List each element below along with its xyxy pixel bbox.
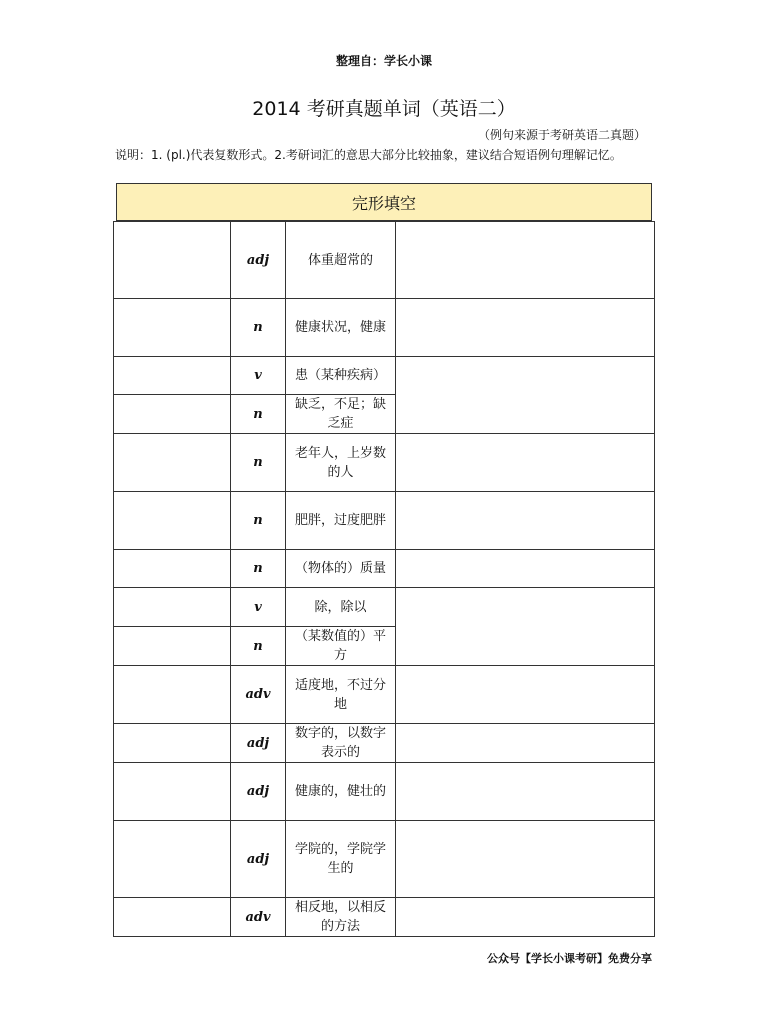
source-note: （例句来源于考研英语二真题） bbox=[477, 128, 646, 142]
example-cell bbox=[396, 821, 655, 898]
meaning-cell: 相反地，以相反的方法 bbox=[286, 898, 396, 937]
table-row bbox=[114, 588, 655, 627]
explanation-note: 说明：1. (pl.)代表复数形式。2.考研词汇的意思大部分比较抽象，建议结合短语例句理解记忆。 bbox=[115, 148, 622, 162]
meaning-cell: 肥胖，过度肥胖 bbox=[286, 492, 396, 550]
word-cell bbox=[114, 357, 231, 395]
table-row bbox=[114, 724, 655, 763]
word-cell bbox=[114, 666, 231, 724]
example-cell bbox=[396, 357, 655, 434]
pos-cell: n bbox=[231, 627, 286, 666]
word-cell bbox=[114, 627, 231, 666]
word-cell bbox=[114, 724, 231, 763]
example-cell bbox=[396, 588, 655, 666]
meaning-cell: 数字的，以数字表示的 bbox=[286, 724, 396, 763]
example-cell bbox=[396, 299, 655, 357]
meaning-cell: 健康状况，健康 bbox=[286, 299, 396, 357]
word-cell bbox=[114, 434, 231, 492]
word-cell bbox=[114, 299, 231, 357]
meaning-cell: （某数值的）平方 bbox=[286, 627, 396, 666]
word-cell bbox=[114, 222, 231, 299]
vocab-table bbox=[113, 221, 655, 937]
pos-cell: adv bbox=[231, 666, 286, 724]
table-row bbox=[114, 666, 655, 724]
word-cell bbox=[114, 588, 231, 627]
meaning-cell: 除，除以 bbox=[286, 588, 396, 627]
pos-cell: adj bbox=[231, 724, 286, 763]
table-row bbox=[114, 492, 655, 550]
meaning-cell: 患（某种疾病） bbox=[286, 357, 396, 395]
pos-cell: v bbox=[231, 357, 286, 395]
pos-cell: adj bbox=[231, 821, 286, 898]
meaning-cell: 适度地，不过分地 bbox=[286, 666, 396, 724]
example-cell bbox=[396, 898, 655, 937]
section-header: 完形填空 bbox=[116, 183, 652, 221]
meaning-cell: （物体的）质量 bbox=[286, 550, 396, 588]
pos-cell: adj bbox=[231, 222, 286, 299]
example-cell bbox=[396, 763, 655, 821]
pos-cell: n bbox=[231, 395, 286, 434]
word-cell bbox=[114, 763, 231, 821]
pos-cell: n bbox=[231, 434, 286, 492]
word-cell bbox=[114, 395, 231, 434]
meaning-cell: 学院的，学院学生的 bbox=[286, 821, 396, 898]
word-cell bbox=[114, 550, 231, 588]
example-cell bbox=[396, 550, 655, 588]
footer-note: 公众号【学长小课考研】免费分享 bbox=[487, 952, 652, 965]
table-row bbox=[114, 763, 655, 821]
example-cell bbox=[396, 434, 655, 492]
table-row bbox=[114, 299, 655, 357]
table-row bbox=[114, 898, 655, 937]
word-cell bbox=[114, 821, 231, 898]
pos-cell: v bbox=[231, 588, 286, 627]
example-cell bbox=[396, 724, 655, 763]
word-cell bbox=[114, 492, 231, 550]
table-row bbox=[114, 550, 655, 588]
table-row bbox=[114, 222, 655, 299]
meaning-cell: 老年人，上岁数的人 bbox=[286, 434, 396, 492]
word-cell bbox=[114, 898, 231, 937]
pos-cell: n bbox=[231, 550, 286, 588]
meaning-cell: 缺乏，不足；缺乏症 bbox=[286, 395, 396, 434]
example-cell bbox=[396, 492, 655, 550]
pos-cell: adj bbox=[231, 763, 286, 821]
table-row bbox=[114, 434, 655, 492]
table-row bbox=[114, 357, 655, 395]
example-cell bbox=[396, 222, 655, 299]
pos-cell: n bbox=[231, 299, 286, 357]
page-title: 2014 考研真题单词（英语二） bbox=[252, 98, 516, 120]
header-note: 整理自：学长小课 bbox=[335, 54, 432, 68]
pos-cell: n bbox=[231, 492, 286, 550]
meaning-cell: 体重超常的 bbox=[286, 222, 396, 299]
meaning-cell: 健康的，健壮的 bbox=[286, 763, 396, 821]
pos-cell: adv bbox=[231, 898, 286, 937]
example-cell bbox=[396, 666, 655, 724]
table-row bbox=[114, 821, 655, 898]
